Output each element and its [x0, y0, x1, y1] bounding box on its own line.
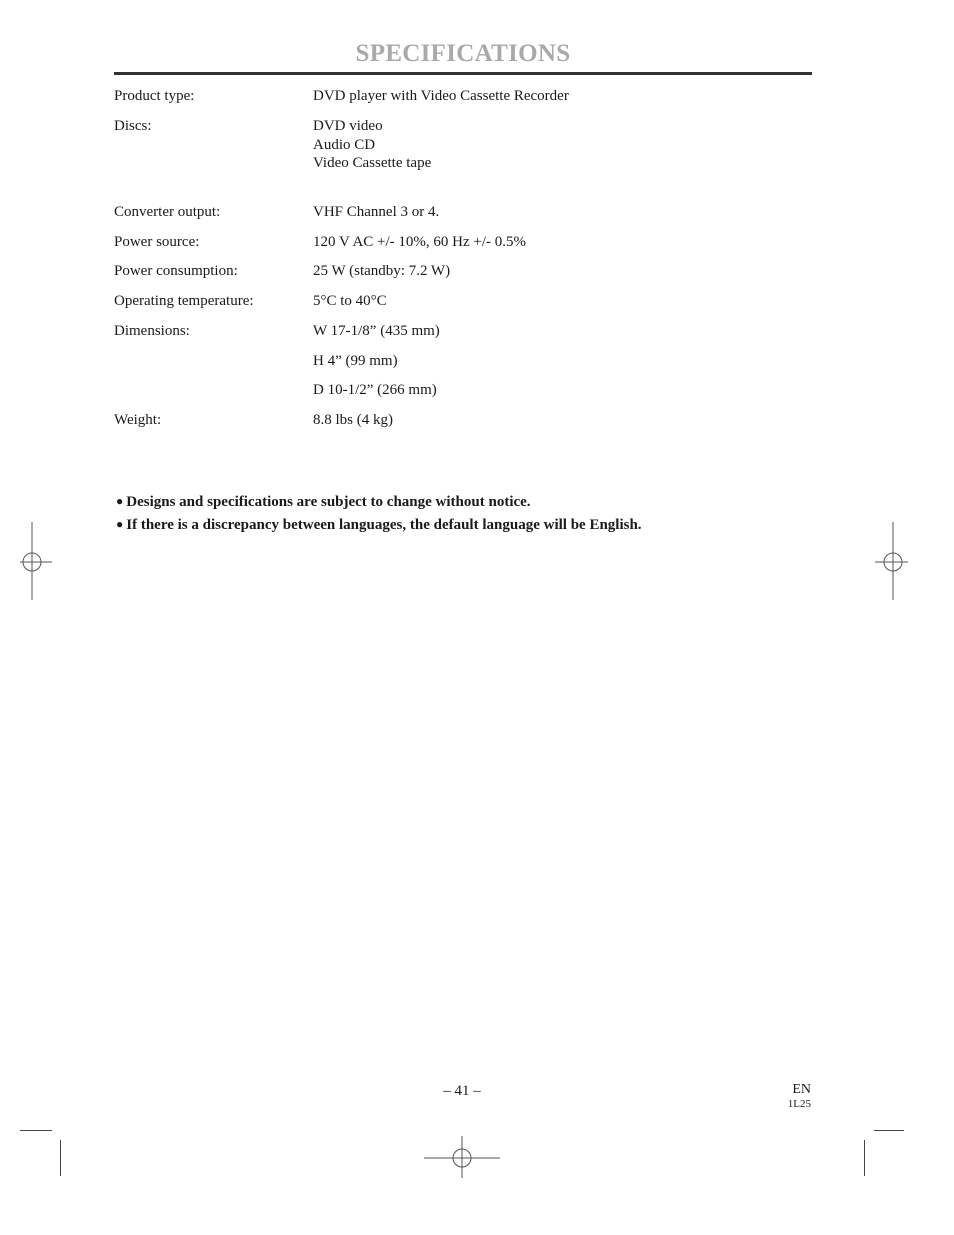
spec-label: Weight:	[114, 412, 162, 428]
spec-value: Audio CD	[313, 136, 376, 153]
bullet-icon: ●	[116, 517, 124, 531]
spec-label: Dimensions:	[114, 323, 190, 339]
spec-value: W 17-1/8” (435 mm)	[313, 323, 440, 339]
spec-value: DVD player with Video Cassette Recorder	[313, 88, 569, 104]
note-item	[116, 517, 642, 534]
registration-mark-icon	[422, 1136, 504, 1180]
spec-row	[114, 117, 814, 177]
spec-label: Discs:	[114, 118, 152, 134]
spec-label: Operating temperature:	[114, 293, 254, 309]
spec-value: VHF Channel 3 or 4.	[313, 204, 440, 220]
spec-label: Product type:	[114, 88, 195, 104]
spec-label: Power consumption:	[114, 263, 238, 279]
crop-mark	[20, 1130, 52, 1131]
spec-value: H 4” (99 mm)	[313, 353, 398, 369]
spec-row	[114, 87, 814, 107]
spec-row	[114, 411, 814, 431]
language-code: EN	[792, 1082, 811, 1097]
note-text: If there is a discrepancy between languages, the default language will be English.	[126, 517, 642, 533]
spec-value: 5°C to 40°C	[313, 293, 387, 309]
bullet-icon: ●	[116, 494, 124, 508]
spec-row	[114, 262, 814, 282]
title-rule	[114, 72, 812, 75]
spec-value: DVD video	[313, 118, 383, 134]
spec-row	[114, 381, 814, 401]
note-item	[116, 494, 531, 511]
note-text: Designs and specifications are subject to change without notice.	[126, 494, 531, 510]
spec-value: 8.8 lbs (4 kg)	[313, 412, 393, 428]
spec-value: D 10-1/2” (266 mm)	[313, 382, 437, 398]
spec-value: Video Cassette tape	[313, 155, 432, 171]
spec-value: 120 V AC +/- 10%, 60 Hz +/- 0.5%	[313, 234, 527, 250]
crop-mark	[60, 1140, 61, 1176]
spec-value: 25 W (standby: 7.2 W)	[313, 263, 451, 279]
crop-mark	[874, 1130, 904, 1131]
spec-label: Power source:	[114, 234, 200, 250]
spec-row	[114, 292, 814, 312]
spec-row	[114, 322, 814, 342]
spec-row	[114, 352, 814, 372]
spec-value-list	[313, 117, 431, 173]
page-number: – 41 –	[443, 1083, 481, 1099]
registration-mark-icon	[874, 522, 914, 602]
crop-mark	[864, 1140, 865, 1176]
spec-label: Converter output:	[114, 204, 221, 220]
registration-mark-icon	[14, 522, 54, 602]
page-title: SPECIFICATIONS	[355, 40, 571, 67]
spec-row	[114, 233, 814, 253]
spec-row	[114, 203, 814, 223]
document-code: 1L25	[787, 1098, 811, 1110]
